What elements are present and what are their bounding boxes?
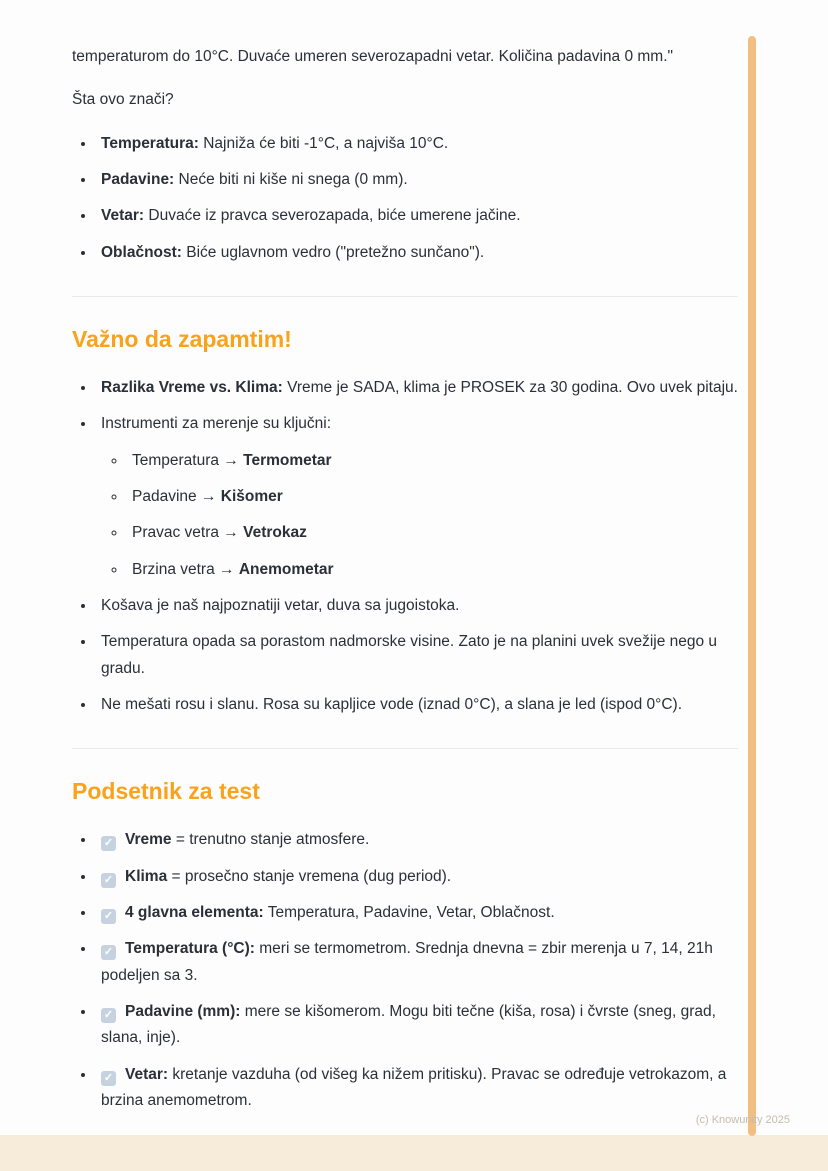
checked-checkbox-icon: ✓ bbox=[101, 945, 116, 960]
item-text: = prosečno stanje vremena (dug period). bbox=[167, 867, 452, 885]
list-item bbox=[96, 131, 738, 157]
item-lead: Razlika Vreme vs. Klima: bbox=[101, 378, 283, 396]
list-item bbox=[96, 167, 738, 193]
instrument-name: Kišomer bbox=[220, 487, 283, 505]
instruments-list bbox=[101, 448, 738, 583]
item-text: Brzina vetra → bbox=[132, 560, 239, 578]
checked-checkbox-icon: ✓ bbox=[101, 1071, 116, 1086]
item-lead: Temperatura (°C): bbox=[125, 940, 255, 958]
item-text: Pravac vetra → bbox=[132, 524, 244, 542]
checked-checkbox-icon: ✓ bbox=[101, 836, 116, 851]
section-title-important: Važno da zapamtim! bbox=[72, 326, 292, 353]
list-item bbox=[96, 864, 738, 890]
list-item bbox=[96, 375, 738, 401]
question-paragraph: Šta ovo znači? bbox=[72, 91, 174, 109]
list-item bbox=[96, 411, 738, 583]
item-text: Ne mešati rosu i slanu. Rosa su kapljice vode (iznad 0°C), a slana je led (ispod 0°C). bbox=[101, 696, 683, 714]
item-text: Padavine → bbox=[132, 487, 221, 505]
divider bbox=[72, 748, 738, 749]
item-text: Vreme je SADA, klima je PROSEK za 30 godina. Ovo uvek pitaju. bbox=[282, 378, 738, 396]
divider bbox=[72, 296, 738, 297]
item-lead: Vreme bbox=[125, 831, 172, 849]
copyright-watermark: (c) Knowunity 2025 bbox=[695, 1114, 790, 1126]
item-lead: Padavine (mm): bbox=[125, 1003, 241, 1020]
item-text: Neće biti ni kiše ni snega (0 mm). bbox=[174, 171, 408, 189]
list-item bbox=[127, 557, 738, 583]
item-text: Instrumenti za merenje su ključni: bbox=[101, 415, 332, 433]
list-item bbox=[127, 520, 738, 546]
item-lead: Klima bbox=[125, 867, 168, 885]
list-item bbox=[96, 692, 738, 718]
item-text: Temperatura opada sa porastom nadmorske visine. Zato je na planini uvek svežije nego u gradu. bbox=[101, 633, 718, 677]
item-text: = trenutno stanje atmosfere. bbox=[171, 831, 370, 849]
section-title-reminder: Podsetnik za test bbox=[72, 778, 260, 805]
important-list bbox=[72, 375, 738, 718]
instrument-name: Anemometar bbox=[238, 560, 334, 578]
item-text: Temperatura, Padavine, Vetar, Oblačnost. bbox=[263, 903, 555, 921]
list-item bbox=[96, 240, 738, 266]
test-reminder-list bbox=[72, 827, 738, 1114]
item-lead: Vetar: bbox=[125, 1065, 169, 1083]
item-lead: Padavine: bbox=[101, 171, 175, 189]
list-item bbox=[96, 936, 738, 989]
instrument-name: Termometar bbox=[243, 451, 332, 469]
list-item bbox=[96, 827, 738, 853]
item-lead: Vetar: bbox=[101, 207, 145, 225]
item-text: Temperatura → bbox=[132, 451, 244, 469]
page-edge-accent-bar bbox=[748, 36, 756, 1136]
list-item bbox=[96, 999, 738, 1052]
item-text: Biće uglavnom vedro ("pretežno sunčano"). bbox=[181, 243, 485, 261]
document-content bbox=[72, 44, 738, 1128]
forecast-meaning-list bbox=[72, 131, 738, 266]
checked-checkbox-icon: ✓ bbox=[101, 873, 116, 888]
list-item bbox=[96, 1062, 738, 1115]
list-item bbox=[96, 900, 738, 926]
instrument-name: Vetrokaz bbox=[243, 524, 307, 542]
item-lead: 4 glavna elementa: bbox=[125, 903, 264, 921]
list-item bbox=[127, 448, 738, 474]
item-text: meri se termometrom. Srednja dnevna = zbir merenja u 7, 14, 21h podeljen sa 3. bbox=[101, 940, 713, 984]
list-item bbox=[96, 203, 738, 229]
checked-checkbox-icon: ✓ bbox=[101, 1008, 116, 1023]
list-item bbox=[127, 484, 738, 510]
item-text: kretanje vazduha (od višeg ka nižem pritisku). Pravac se određuje vetrokazom, a brzina anemometrom. bbox=[101, 1065, 727, 1110]
item-lead: Temperatura: bbox=[101, 134, 199, 152]
page-bottom-band bbox=[0, 1135, 828, 1171]
item-text: mere se kišomerom. Mogu biti tečne (kiša, rosa) i čvrste (sneg, grad, slana, inje). bbox=[101, 1003, 716, 1047]
forecast-paragraph: temperaturom do 10°C. Duvaće umeren severozapadni vetar. Količina padavina 0 mm." bbox=[72, 48, 674, 65]
list-item bbox=[96, 593, 738, 619]
item-text: Košava je naš najpoznatiji vetar, duva sa jugoistoka. bbox=[101, 597, 460, 615]
item-lead: Oblačnost: bbox=[101, 243, 182, 261]
list-item bbox=[96, 629, 738, 682]
checked-checkbox-icon: ✓ bbox=[101, 909, 116, 924]
item-text: Najniža će biti -1°C, a najviša 10°C. bbox=[198, 134, 449, 152]
item-text: Duvaće iz pravca severozapada, biće umerene jačine. bbox=[144, 207, 521, 225]
